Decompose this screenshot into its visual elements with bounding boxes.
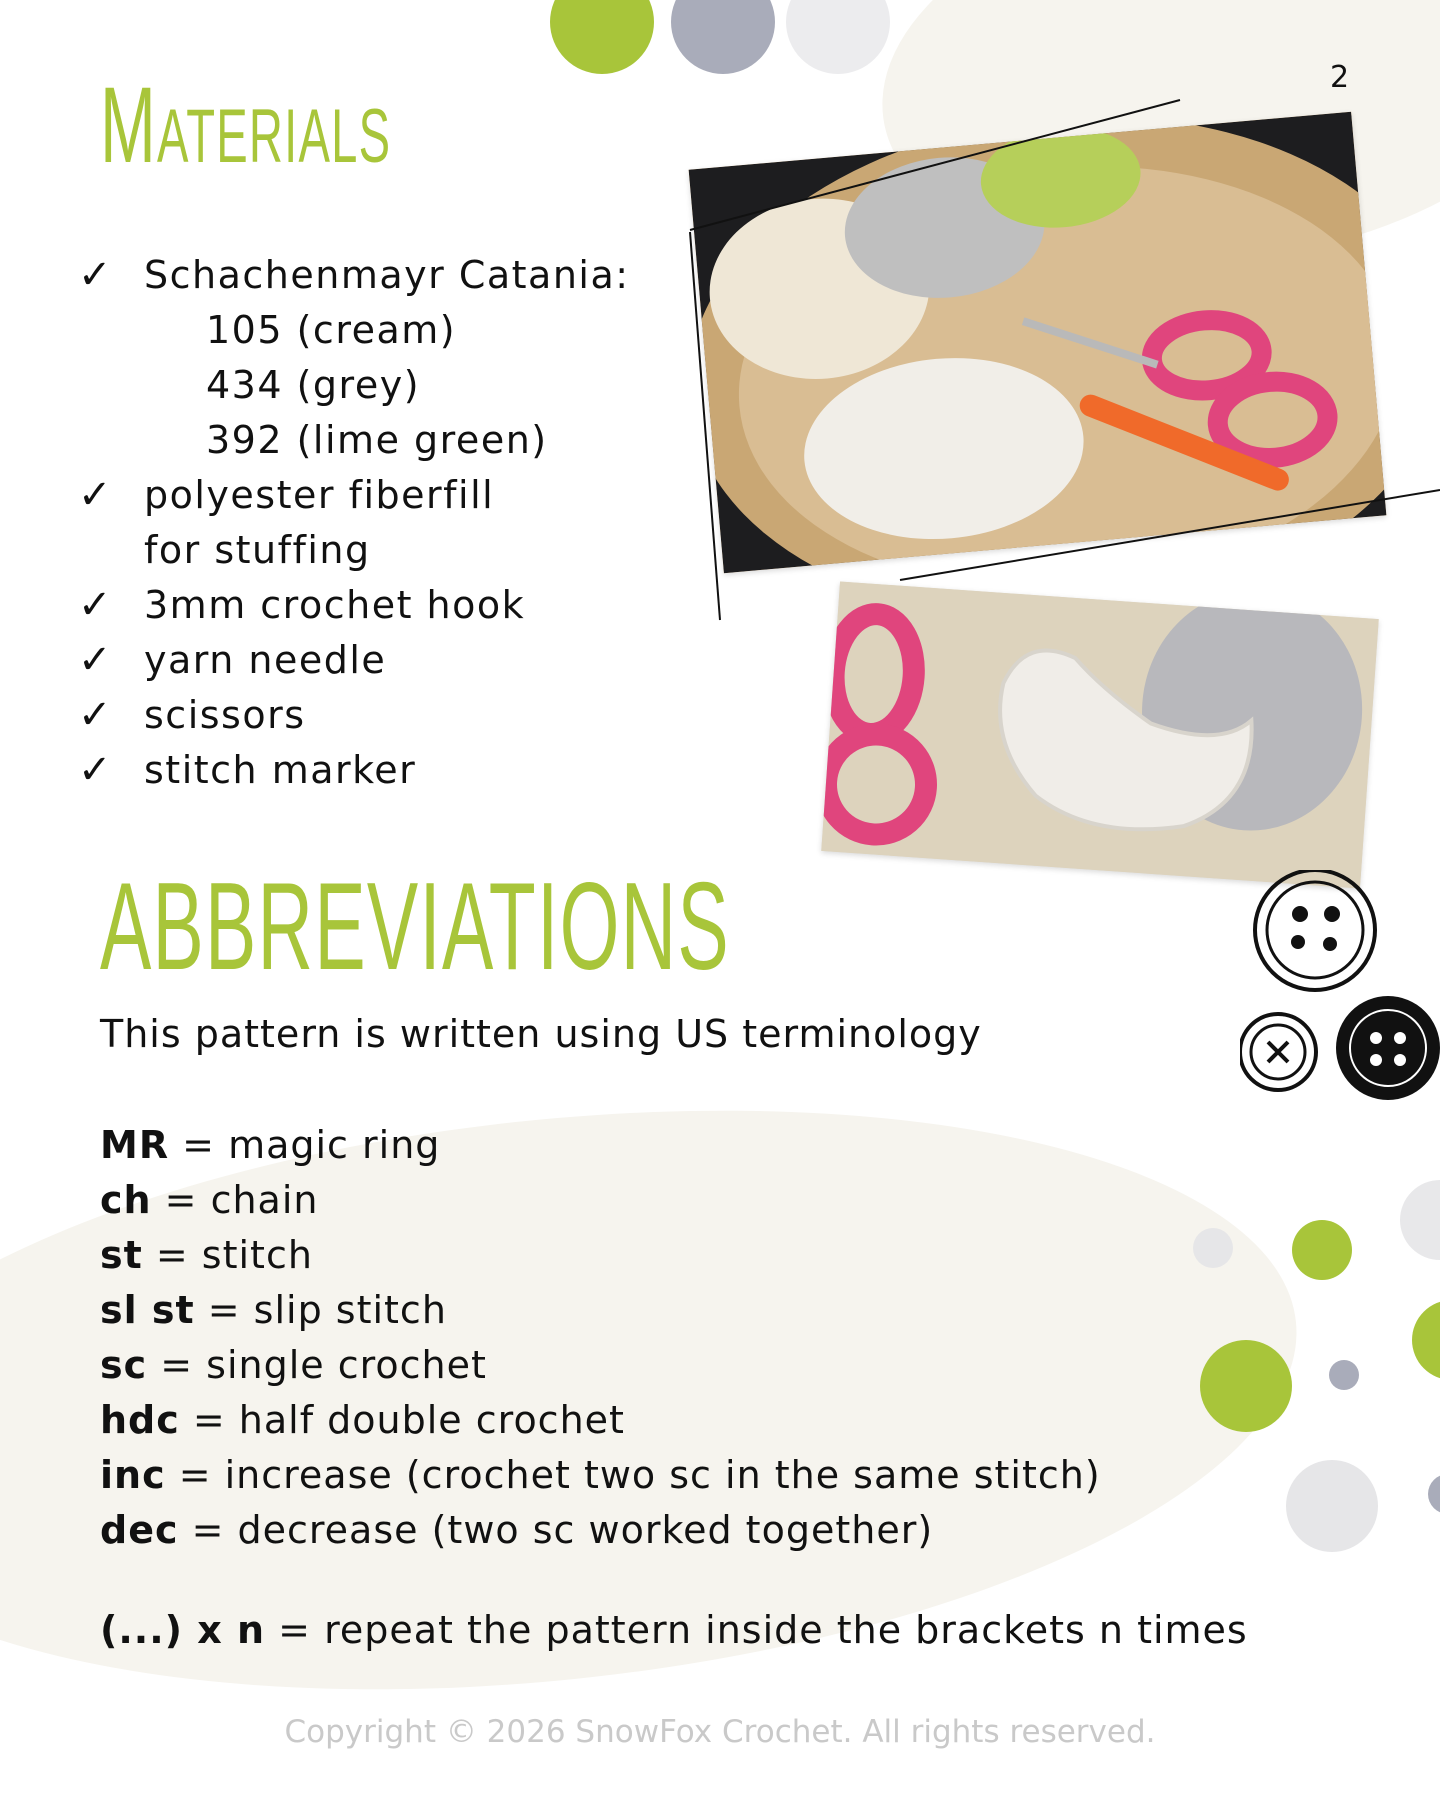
decor-dot-green-large	[1200, 1340, 1292, 1432]
equals-sign: =	[169, 1123, 229, 1167]
abbreviation-meaning: single crochet	[206, 1343, 487, 1387]
abbreviation-term: hdc	[100, 1398, 180, 1442]
abbreviation-term: ch	[100, 1178, 152, 1222]
copyright-notice: Copyright © 2026 SnowFox Crochet. All rights reserved.	[284, 1714, 1156, 1750]
list-item	[100, 1118, 1101, 1173]
abbreviation-meaning: increase (crochet two sc in the same stitch)	[224, 1453, 1101, 1497]
list-item	[100, 1448, 1101, 1503]
list-item	[100, 1338, 1101, 1393]
decor-dot-light-large	[1286, 1460, 1378, 1552]
material-label: stitch marker	[144, 748, 417, 792]
list-item	[100, 1503, 1101, 1558]
abbreviation-term: sc	[100, 1343, 148, 1387]
abbreviation-term: st	[100, 1233, 143, 1277]
list-item	[78, 743, 630, 798]
abbreviation-term: sl st	[100, 1288, 195, 1332]
materials-heading-text: Materials	[100, 64, 392, 185]
bird-photo-illustration	[821, 581, 1379, 888]
equals-sign: =	[265, 1608, 325, 1652]
abbreviation-meaning: stitch	[201, 1233, 313, 1277]
abbreviations-heading	[100, 856, 730, 998]
photo-frame-scribble	[0, 0, 1440, 700]
abbreviations-list	[100, 1118, 1101, 1558]
material-label: 3mm crochet hook	[144, 583, 526, 627]
material-label: yarn needle	[144, 638, 387, 682]
check-icon: ✓	[78, 692, 114, 738]
repeat-meaning: repeat the pattern inside the brackets n times	[324, 1608, 1248, 1652]
equals-sign: =	[147, 1343, 207, 1387]
decor-dot-light-edge	[1400, 1180, 1440, 1260]
equals-sign: =	[179, 1398, 239, 1442]
abbreviation-term: dec	[100, 1508, 179, 1552]
abbreviation-meaning: decrease (two sc worked together)	[237, 1508, 934, 1552]
repeat-term: (...) x n	[100, 1608, 266, 1652]
abbreviation-meaning: half double crochet	[238, 1398, 625, 1442]
buttons-illustration	[1240, 870, 1440, 1110]
list-item	[100, 1393, 1101, 1448]
abbreviation-term: MR	[100, 1123, 170, 1167]
check-icon: ✓	[78, 747, 114, 793]
list-item	[100, 1228, 1101, 1283]
equals-sign: =	[142, 1233, 202, 1277]
repeat-notation	[100, 1608, 1248, 1652]
material-label: polyester fiberfill	[144, 473, 495, 517]
material-label: scissors	[144, 693, 306, 737]
abbreviation-meaning: slip stitch	[253, 1288, 447, 1332]
decor-dot-light-small	[1193, 1228, 1233, 1268]
material-label-continued: for stuffing	[144, 528, 371, 572]
bird-photo	[821, 581, 1379, 888]
equals-sign: =	[165, 1453, 225, 1497]
check-icon: ✓	[78, 252, 114, 298]
page-number: 2	[1330, 60, 1350, 95]
abbreviation-term: inc	[100, 1453, 166, 1497]
equals-sign: =	[151, 1178, 211, 1222]
list-item	[100, 1283, 1101, 1338]
check-icon: ✓	[78, 472, 114, 518]
decor-dot-green-small	[1292, 1220, 1352, 1280]
material-sub: 105 (cream)	[206, 308, 457, 352]
check-icon: ✓	[78, 637, 114, 683]
equals-sign: =	[194, 1288, 254, 1332]
equals-sign: =	[178, 1508, 238, 1552]
abbreviations-heading-text: ABBREVIATIONS	[100, 858, 730, 996]
abbreviation-meaning: chain	[210, 1178, 319, 1222]
list-item	[100, 1173, 1101, 1228]
decor-dot-grey-edge	[1428, 1474, 1440, 1514]
abbreviation-meaning: magic ring	[228, 1123, 441, 1167]
material-sub: 392 (lime green)	[206, 418, 548, 462]
terminology-note: This pattern is written using US terminology	[100, 1012, 982, 1056]
decor-dot-green-edge	[1412, 1300, 1440, 1380]
material-label: Schachenmayr Catania:	[144, 253, 630, 297]
decor-dot-grey-small	[1329, 1360, 1359, 1390]
material-sub: 434 (grey)	[206, 363, 421, 407]
check-icon: ✓	[78, 582, 114, 628]
